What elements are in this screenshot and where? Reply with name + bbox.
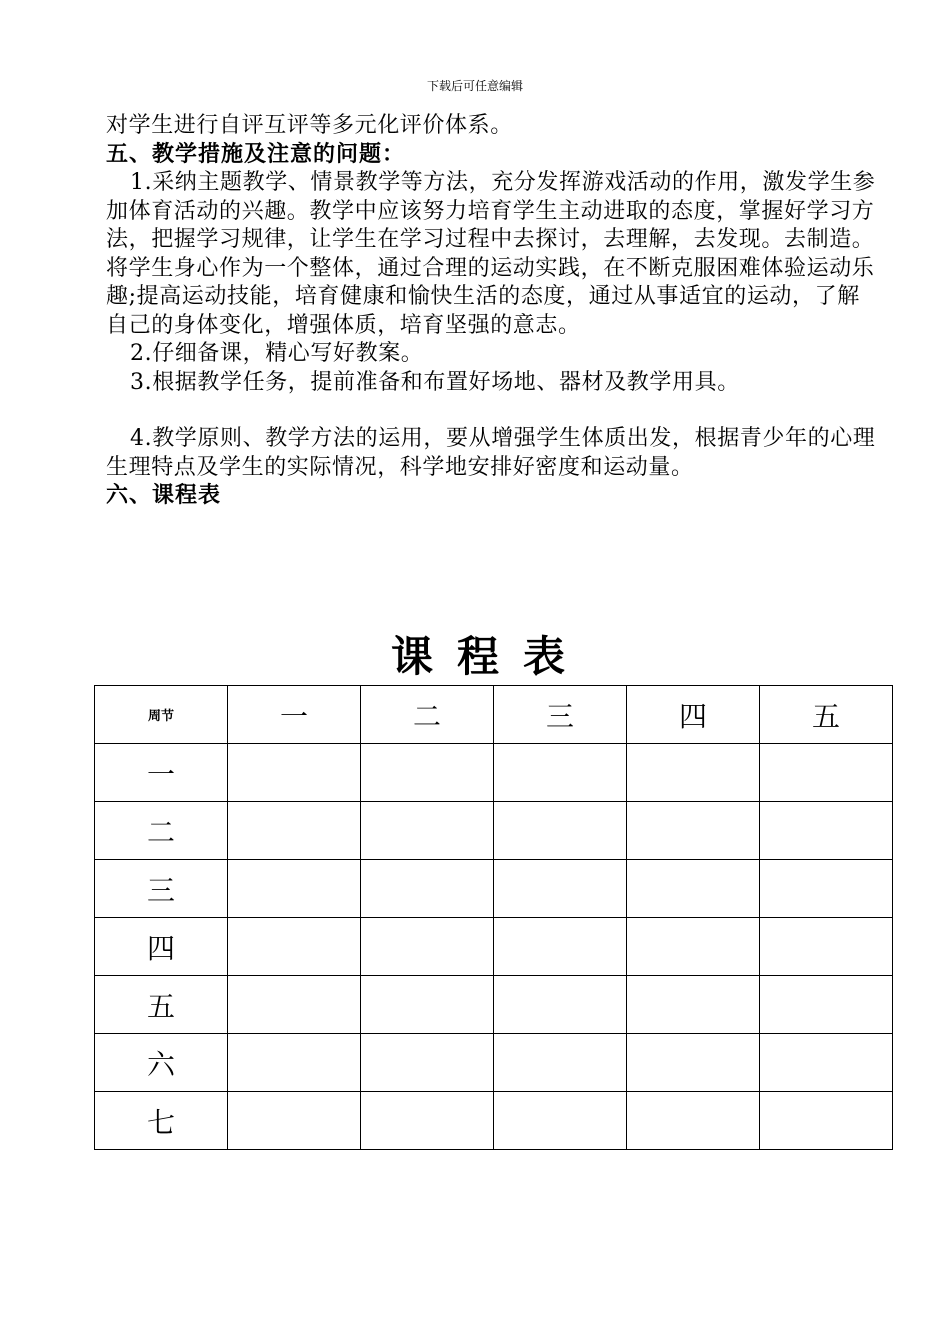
schedule-row	[95, 1034, 893, 1092]
day-header: 三	[494, 686, 627, 744]
schedule-cell	[760, 1092, 893, 1150]
schedule-cell	[361, 918, 494, 976]
schedule-cell	[228, 1092, 361, 1150]
document-body	[106, 112, 876, 511]
schedule-row	[95, 802, 893, 860]
schedule-cell	[760, 1034, 893, 1092]
day-header: 四	[627, 686, 760, 744]
schedule-cell	[627, 976, 760, 1034]
schedule-cell	[228, 918, 361, 976]
schedule-cell	[494, 1092, 627, 1150]
measure-item-3: 3.根据教学任务，提前准备和布置好场地、器材及教学用具。	[130, 369, 740, 395]
schedule-cell	[627, 802, 760, 860]
period-header: 六	[95, 1034, 228, 1092]
measure-item-1: 1.采纳主题教学、情景教学等方法，充分发挥游戏活动的作用，激发学生参加体育活动的兴趣。教学中应该努力培育学生主动进取的态度，掌握好学习方法，把握学习规律，让学生在学习过程中去探讨，去理解，去发现。去制造。将学生身心作为一个整体，通过合理的运动实践，在不断克服困难体验运动乐趣;提高运动技能，培育健康和愉快生活的态度，通过从事适宜的运动，了解自己的身体变化，增强体质，培育坚强的意志。	[106, 170, 876, 338]
measure-item-4: 4.教学原则、教学方法的运用，要从增强学生体质出发，根据青少年的心理生理特点及学生的实际情况，科学地安排好密度和运动量。	[106, 426, 876, 480]
schedule-cell	[361, 976, 494, 1034]
schedule-cell	[627, 918, 760, 976]
schedule-cell	[627, 744, 760, 802]
schedule-cell	[361, 1034, 494, 1092]
schedule-cell	[494, 976, 627, 1034]
schedule-cell	[228, 860, 361, 918]
schedule-cell	[494, 860, 627, 918]
schedule-title: 课程表	[390, 632, 589, 681]
schedule-cell	[627, 1034, 760, 1092]
schedule-cell	[760, 860, 893, 918]
schedule-cell	[494, 802, 627, 860]
schedule-cell	[361, 802, 494, 860]
section-6-heading: 六、课程表	[106, 483, 222, 508]
schedule-cell	[228, 802, 361, 860]
schedule-cell	[627, 1092, 760, 1150]
schedule-cell	[361, 744, 494, 802]
schedule-cell	[627, 860, 760, 918]
schedule-cell	[361, 1092, 494, 1150]
schedule-cell	[760, 744, 893, 802]
schedule-cell	[228, 1034, 361, 1092]
day-header: 二	[361, 686, 494, 744]
schedule-cell	[228, 744, 361, 802]
schedule-row	[95, 1092, 893, 1150]
day-header: 五	[760, 686, 893, 744]
day-header: 一	[228, 686, 361, 744]
schedule-row	[95, 860, 893, 918]
corner-cell: 周节	[95, 686, 228, 744]
schedule-cell	[228, 976, 361, 1034]
period-header: 三	[95, 860, 228, 918]
period-header: 七	[95, 1092, 228, 1150]
schedule-cell	[494, 744, 627, 802]
period-header: 五	[95, 976, 228, 1034]
intro-paragraph: 对学生进行自评互评等多元化评价体系。	[106, 113, 513, 138]
schedule-row	[95, 976, 893, 1034]
period-header: 一	[95, 744, 228, 802]
schedule-cell	[760, 976, 893, 1034]
schedule-cell	[494, 1034, 627, 1092]
schedule-cell	[760, 918, 893, 976]
schedule-row	[95, 918, 893, 976]
schedule-cell	[494, 918, 627, 976]
schedule-table	[94, 685, 893, 1150]
schedule-row	[95, 744, 893, 802]
section-5-heading: 五、教学措施及注意的问题：	[106, 141, 406, 167]
header-note: 下载后可任意编辑	[426, 79, 523, 93]
schedule-cell	[361, 860, 494, 918]
schedule-header-row	[95, 686, 893, 744]
schedule-cell	[760, 802, 893, 860]
measure-item-2: 2.仔细备课，精心写好教案。	[130, 341, 424, 366]
period-header: 二	[95, 802, 228, 860]
period-header: 四	[95, 918, 228, 976]
